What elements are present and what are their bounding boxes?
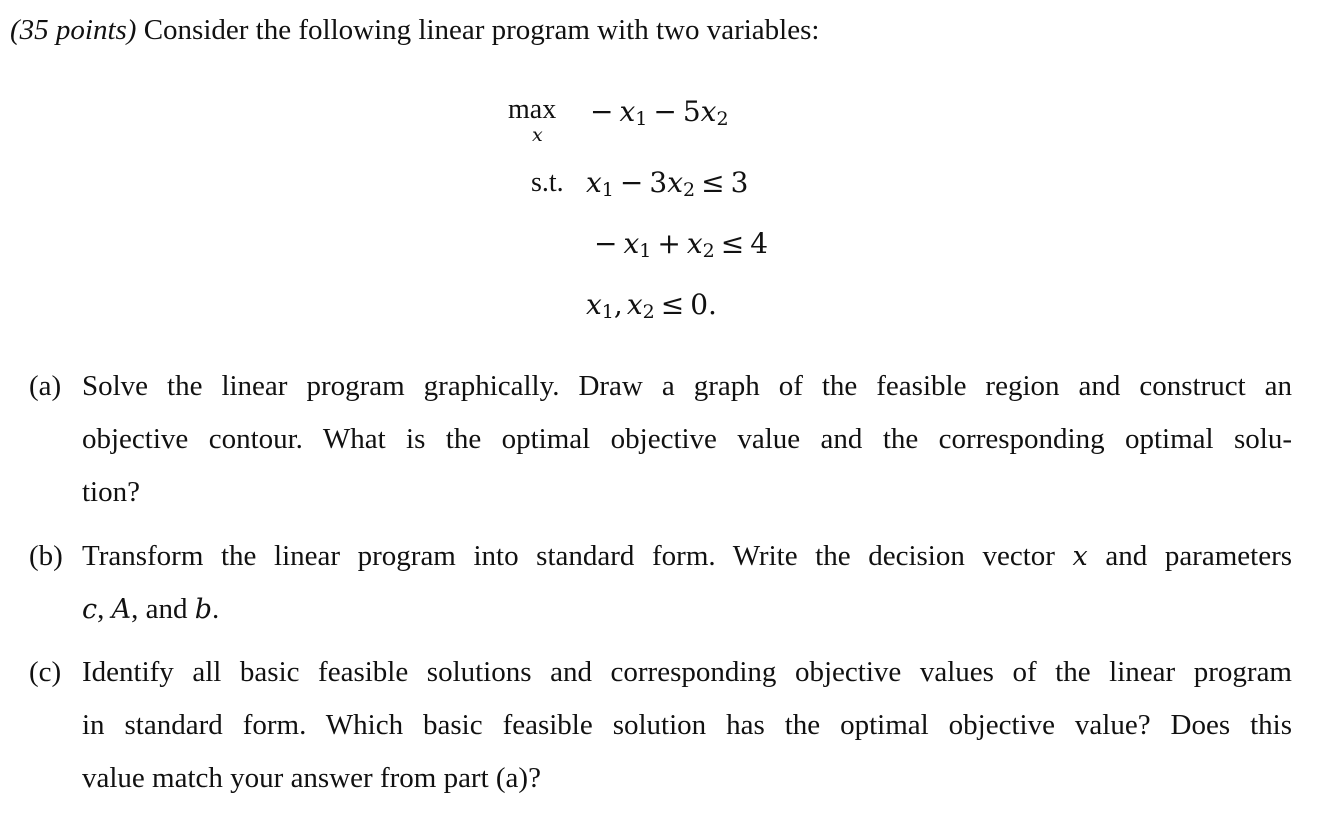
objective-lead-sign: − bbox=[590, 95, 614, 128]
objective-function bbox=[590, 95, 729, 136]
subject-to-label: s.t. bbox=[531, 167, 564, 198]
c1-sub1: 1 bbox=[601, 179, 614, 202]
constraint-2 bbox=[594, 227, 768, 268]
c2-sub2: 2 bbox=[702, 240, 715, 263]
part-a bbox=[0, 360, 1300, 520]
c3-rhs: 0. bbox=[690, 288, 717, 321]
constraint-3 bbox=[586, 288, 717, 329]
c3-var1: x bbox=[586, 288, 602, 321]
c3-sub2: 2 bbox=[642, 301, 655, 324]
objective-coef2: 5 bbox=[682, 95, 701, 128]
max-label: max bbox=[508, 94, 557, 125]
param-b-symbol: b bbox=[194, 594, 212, 625]
part-b-label: (b) bbox=[29, 540, 63, 572]
part-c bbox=[0, 646, 1300, 806]
c1-relation: ≤ bbox=[701, 166, 725, 199]
c2-var1: x bbox=[623, 227, 640, 260]
c1-var2: x bbox=[667, 166, 683, 199]
part-b-line-1-pre: Transform the linear program into standard form. Write the decision vector bbox=[82, 540, 1055, 572]
part-b-sep-2: , and bbox=[131, 593, 188, 625]
objective-sub1: 1 bbox=[635, 108, 648, 131]
c1-var1: x bbox=[586, 166, 602, 199]
c3-sub1: 1 bbox=[601, 301, 614, 324]
decision-vector-symbol: x bbox=[1072, 541, 1088, 572]
part-b-line-1-post: and parameters bbox=[1105, 540, 1293, 572]
part-a-line-3: tion? bbox=[82, 476, 140, 508]
part-b-line-1 bbox=[82, 530, 1292, 583]
part-c-line-1: Identify all basic feasible solutions and corresponding objective values of the linear program bbox=[82, 656, 1292, 688]
c1-sub2: 2 bbox=[683, 179, 696, 202]
c2-lead-sign: − bbox=[594, 227, 618, 260]
part-b-text bbox=[82, 530, 1292, 636]
objective-operator: − bbox=[653, 95, 677, 128]
max-subscript: x bbox=[532, 124, 543, 146]
c1-operator: − bbox=[619, 166, 644, 199]
part-c-line-3: value match your answer from part (a)? bbox=[82, 762, 541, 794]
param-A-symbol: A bbox=[111, 594, 132, 625]
objective-var2: x bbox=[700, 95, 717, 128]
c3-var2: x bbox=[626, 288, 643, 321]
part-b bbox=[0, 530, 1300, 640]
objective-sub2: 2 bbox=[716, 108, 729, 131]
c2-operator: + bbox=[657, 227, 681, 260]
param-c-symbol: c bbox=[82, 594, 98, 625]
intro-text: Consider the following linear program with two variables: bbox=[143, 14, 820, 46]
problem-intro bbox=[10, 12, 819, 48]
objective-var1: x bbox=[619, 95, 636, 128]
c1-coef2: 3 bbox=[649, 166, 668, 199]
c3-relation: ≤ bbox=[660, 288, 685, 321]
c3-comma: , bbox=[613, 288, 623, 321]
part-a-line-2: objective contour. What is the optimal objective value and the corresponding optimal solu- bbox=[82, 423, 1292, 455]
part-b-line-2 bbox=[82, 583, 1292, 636]
part-c-line-2: in standard form. Which basic feasible solution has the optimal objective value? Does this bbox=[82, 709, 1292, 741]
constraint-1 bbox=[586, 166, 748, 207]
part-a-line-1: Solve the linear program graphically. Draw a graph of the feasible region and construct an bbox=[82, 370, 1292, 402]
part-b-sep-1: , bbox=[97, 593, 105, 625]
part-c-text bbox=[82, 646, 1292, 805]
part-a-label: (a) bbox=[29, 370, 62, 402]
part-c-label: (c) bbox=[29, 656, 62, 688]
c2-relation: ≤ bbox=[720, 227, 745, 260]
points-label: (35 points) bbox=[10, 14, 137, 46]
part-b-end: . bbox=[211, 593, 220, 625]
part-a-text bbox=[82, 360, 1292, 519]
c2-var2: x bbox=[686, 227, 703, 260]
c1-rhs: 3 bbox=[730, 166, 749, 199]
c2-sub1: 1 bbox=[639, 240, 652, 263]
c2-rhs: 4 bbox=[750, 227, 769, 260]
